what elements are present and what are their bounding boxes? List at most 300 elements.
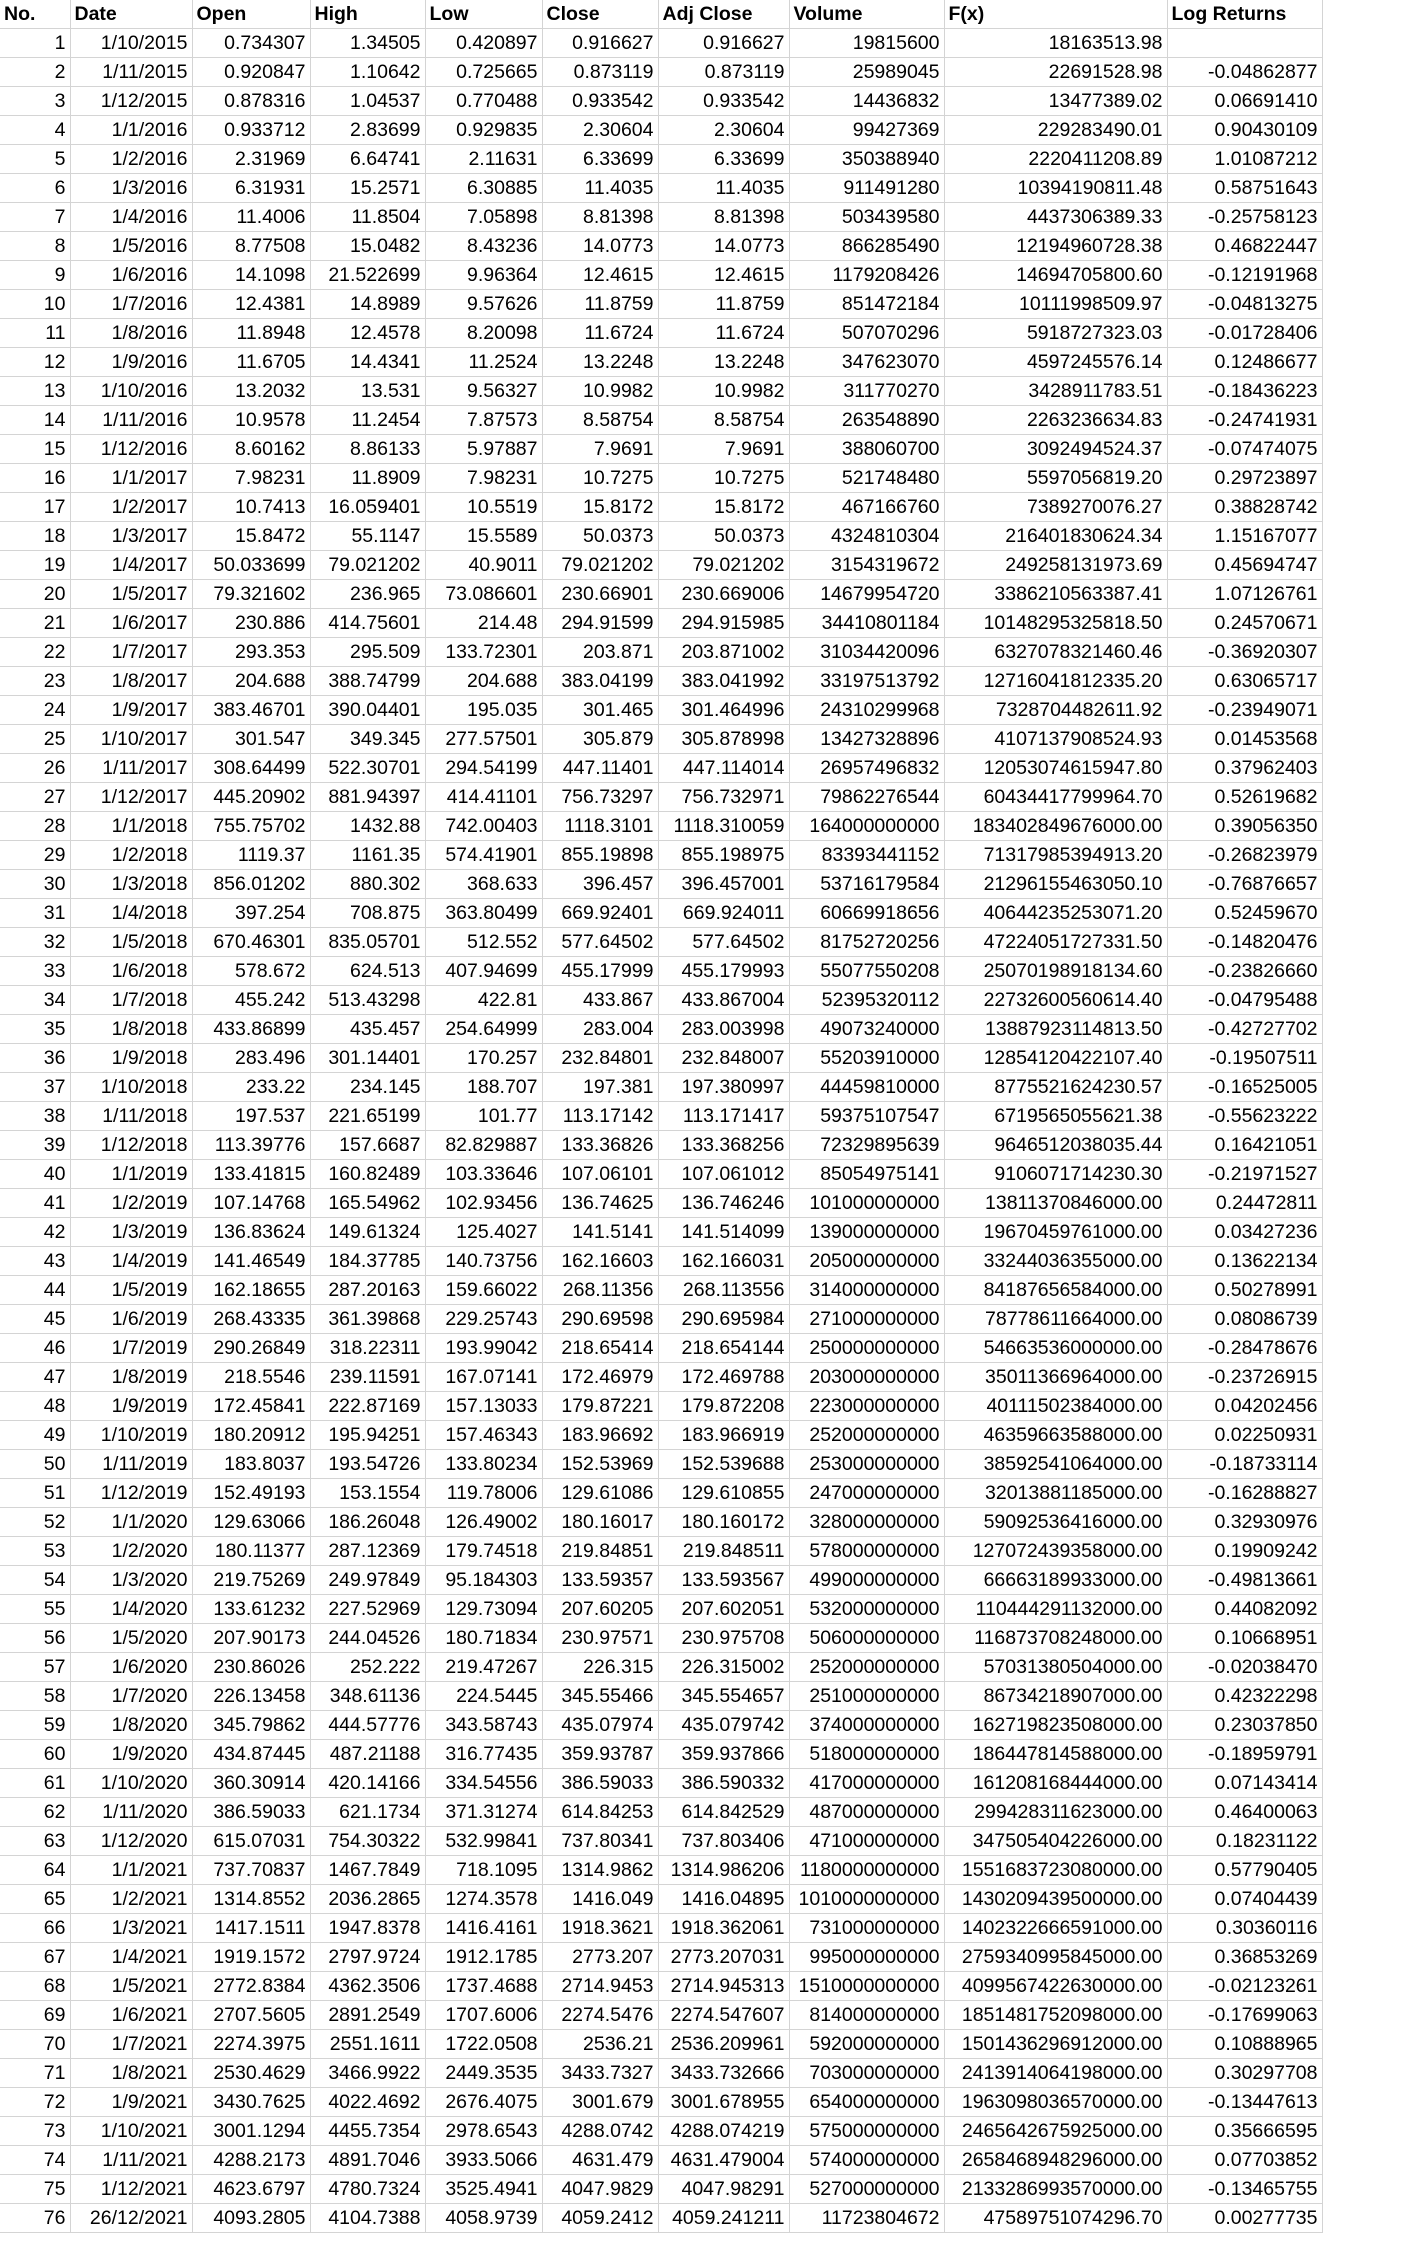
header-low[interactable]: Low (425, 0, 542, 29)
cell-log-returns[interactable]: 0.30297708 (1167, 2059, 1322, 2088)
cell-high[interactable]: 11.8504 (310, 203, 425, 232)
cell-open[interactable]: 4093.2805 (192, 2204, 310, 2233)
cell-adj-close[interactable]: 305.878998 (658, 725, 789, 754)
cell-fx[interactable]: 110444291132000.00 (944, 1595, 1167, 1624)
cell-open[interactable]: 183.8037 (192, 1450, 310, 1479)
cell-close[interactable]: 0.873119 (542, 58, 658, 87)
cell-fx[interactable]: 2413914064198000.00 (944, 2059, 1167, 2088)
cell-volume[interactable]: 19815600 (789, 29, 944, 58)
cell-no[interactable]: 50 (0, 1450, 70, 1479)
cell-fx[interactable]: 6719565055621.38 (944, 1102, 1167, 1131)
cell-close[interactable]: 1118.3101 (542, 812, 658, 841)
cell-high[interactable]: 318.22311 (310, 1334, 425, 1363)
cell-fx[interactable]: 5597056819.20 (944, 464, 1167, 493)
cell-high[interactable]: 2891.2549 (310, 2001, 425, 2030)
cell-fx[interactable]: 33244036355000.00 (944, 1247, 1167, 1276)
cell-close[interactable]: 180.16017 (542, 1508, 658, 1537)
cell-open[interactable]: 172.45841 (192, 1392, 310, 1421)
cell-log-returns[interactable]: -0.13447613 (1167, 2088, 1322, 2117)
cell-adj-close[interactable]: 290.695984 (658, 1305, 789, 1334)
cell-no[interactable]: 67 (0, 1943, 70, 1972)
cell-volume[interactable]: 388060700 (789, 435, 944, 464)
cell-log-returns[interactable]: -0.16288827 (1167, 1479, 1322, 1508)
cell-fx[interactable]: 59092536416000.00 (944, 1508, 1167, 1537)
cell-log-returns[interactable]: 0.45694747 (1167, 551, 1322, 580)
cell-low[interactable]: 343.58743 (425, 1711, 542, 1740)
cell-log-returns[interactable]: 0.06691410 (1167, 87, 1322, 116)
cell-high[interactable]: 881.94397 (310, 783, 425, 812)
cell-volume[interactable]: 1510000000000 (789, 1972, 944, 2001)
cell-no[interactable]: 41 (0, 1189, 70, 1218)
cell-fx[interactable]: 1551683723080000.00 (944, 1856, 1167, 1885)
cell-open[interactable]: 0.734307 (192, 29, 310, 58)
cell-close[interactable]: 197.381 (542, 1073, 658, 1102)
cell-low[interactable]: 9.57626 (425, 290, 542, 319)
cell-high[interactable]: 880.302 (310, 870, 425, 899)
cell-fx[interactable]: 14694705800.60 (944, 261, 1167, 290)
cell-no[interactable]: 14 (0, 406, 70, 435)
cell-low[interactable]: 414.41101 (425, 783, 542, 812)
cell-volume[interactable]: 101000000000 (789, 1189, 944, 1218)
cell-date[interactable]: 1/5/2021 (70, 1972, 192, 2001)
cell-close[interactable]: 11.8759 (542, 290, 658, 319)
cell-close[interactable]: 15.8172 (542, 493, 658, 522)
cell-fx[interactable]: 12854120422107.40 (944, 1044, 1167, 1073)
cell-close[interactable]: 230.97571 (542, 1624, 658, 1653)
cell-log-returns[interactable]: 0.07404439 (1167, 1885, 1322, 1914)
cell-volume[interactable]: 3154319672 (789, 551, 944, 580)
cell-high[interactable]: 11.8909 (310, 464, 425, 493)
cell-high[interactable]: 2797.9724 (310, 1943, 425, 1972)
cell-fx[interactable]: 2133286993570000.00 (944, 2175, 1167, 2204)
cell-date[interactable]: 1/1/2020 (70, 1508, 192, 1537)
cell-close[interactable]: 3433.7327 (542, 2059, 658, 2088)
cell-open[interactable]: 4288.2173 (192, 2146, 310, 2175)
cell-high[interactable]: 160.82489 (310, 1160, 425, 1189)
cell-high[interactable]: 287.12369 (310, 1537, 425, 1566)
cell-low[interactable]: 368.633 (425, 870, 542, 899)
header-no[interactable]: No. (0, 0, 70, 29)
cell-adj-close[interactable]: 230.975708 (658, 1624, 789, 1653)
cell-adj-close[interactable]: 1416.04895 (658, 1885, 789, 1914)
cell-adj-close[interactable]: 10.7275 (658, 464, 789, 493)
cell-adj-close[interactable]: 2714.945313 (658, 1972, 789, 2001)
cell-no[interactable]: 25 (0, 725, 70, 754)
cell-volume[interactable]: 223000000000 (789, 1392, 944, 1421)
cell-volume[interactable]: 654000000000 (789, 2088, 944, 2117)
cell-close[interactable]: 183.96692 (542, 1421, 658, 1450)
cell-close[interactable]: 283.004 (542, 1015, 658, 1044)
cell-close[interactable]: 345.55466 (542, 1682, 658, 1711)
cell-log-returns[interactable]: 0.32930976 (1167, 1508, 1322, 1537)
cell-open[interactable]: 6.31931 (192, 174, 310, 203)
cell-adj-close[interactable]: 50.0373 (658, 522, 789, 551)
cell-open[interactable]: 293.353 (192, 638, 310, 667)
cell-high[interactable]: 21.522699 (310, 261, 425, 290)
cell-date[interactable]: 1/8/2019 (70, 1363, 192, 1392)
cell-low[interactable]: 204.688 (425, 667, 542, 696)
cell-high[interactable]: 1.10642 (310, 58, 425, 87)
cell-log-returns[interactable]: -0.26823979 (1167, 841, 1322, 870)
cell-log-returns[interactable]: 0.42322298 (1167, 1682, 1322, 1711)
cell-open[interactable]: 0.920847 (192, 58, 310, 87)
cell-open[interactable]: 670.46301 (192, 928, 310, 957)
cell-fx[interactable]: 71317985394913.20 (944, 841, 1167, 870)
cell-no[interactable]: 6 (0, 174, 70, 203)
cell-high[interactable]: 1467.7849 (310, 1856, 425, 1885)
cell-date[interactable]: 1/8/2016 (70, 319, 192, 348)
cell-open[interactable]: 2274.3975 (192, 2030, 310, 2059)
cell-date[interactable]: 1/9/2017 (70, 696, 192, 725)
cell-close[interactable]: 113.17142 (542, 1102, 658, 1131)
cell-close[interactable]: 10.9982 (542, 377, 658, 406)
cell-close[interactable]: 232.84801 (542, 1044, 658, 1073)
cell-date[interactable]: 1/5/2018 (70, 928, 192, 957)
cell-open[interactable]: 11.6705 (192, 348, 310, 377)
cell-log-returns[interactable]: 0.07703852 (1167, 2146, 1322, 2175)
cell-fx[interactable]: 47589751074296.70 (944, 2204, 1167, 2233)
cell-close[interactable]: 2773.207 (542, 1943, 658, 1972)
cell-fx[interactable]: 2263236634.83 (944, 406, 1167, 435)
cell-log-returns[interactable]: 0.36853269 (1167, 1943, 1322, 1972)
cell-adj-close[interactable]: 3433.732666 (658, 2059, 789, 2088)
header-log-returns[interactable]: Log Returns (1167, 0, 1322, 29)
cell-adj-close[interactable]: 7.9691 (658, 435, 789, 464)
cell-date[interactable]: 1/3/2017 (70, 522, 192, 551)
cell-high[interactable]: 4891.7046 (310, 2146, 425, 2175)
cell-fx[interactable]: 66663189933000.00 (944, 1566, 1167, 1595)
cell-fx[interactable]: 13811370846000.00 (944, 1189, 1167, 1218)
cell-fx[interactable]: 21296155463050.10 (944, 870, 1167, 899)
cell-low[interactable]: 167.07141 (425, 1363, 542, 1392)
cell-no[interactable]: 15 (0, 435, 70, 464)
cell-no[interactable]: 18 (0, 522, 70, 551)
cell-close[interactable]: 1918.3621 (542, 1914, 658, 1943)
cell-adj-close[interactable]: 435.079742 (658, 1711, 789, 1740)
cell-fx[interactable]: 12716041812335.20 (944, 667, 1167, 696)
cell-high[interactable]: 2036.2865 (310, 1885, 425, 1914)
cell-fx[interactable]: 35011366964000.00 (944, 1363, 1167, 1392)
cell-close[interactable]: 669.92401 (542, 899, 658, 928)
cell-fx[interactable]: 299428311623000.00 (944, 1798, 1167, 1827)
cell-log-returns[interactable]: 0.19909242 (1167, 1537, 1322, 1566)
cell-adj-close[interactable]: 737.803406 (658, 1827, 789, 1856)
cell-log-returns[interactable]: -0.23826660 (1167, 957, 1322, 986)
cell-open[interactable]: 615.07031 (192, 1827, 310, 1856)
cell-fx[interactable]: 2220411208.89 (944, 145, 1167, 174)
cell-log-returns[interactable]: 0.07143414 (1167, 1769, 1322, 1798)
cell-open[interactable]: 11.8948 (192, 319, 310, 348)
cell-volume[interactable]: 814000000000 (789, 2001, 944, 2030)
cell-low[interactable]: 294.54199 (425, 754, 542, 783)
cell-date[interactable]: 1/2/2020 (70, 1537, 192, 1566)
cell-volume[interactable]: 14436832 (789, 87, 944, 116)
cell-low[interactable]: 1737.4688 (425, 1972, 542, 2001)
cell-open[interactable]: 1119.37 (192, 841, 310, 870)
cell-low[interactable]: 742.00403 (425, 812, 542, 841)
cell-date[interactable]: 1/3/2019 (70, 1218, 192, 1247)
cell-high[interactable]: 348.61136 (310, 1682, 425, 1711)
cell-high[interactable]: 287.20163 (310, 1276, 425, 1305)
cell-volume[interactable]: 251000000000 (789, 1682, 944, 1711)
cell-no[interactable]: 75 (0, 2175, 70, 2204)
cell-low[interactable]: 140.73756 (425, 1247, 542, 1276)
cell-high[interactable]: 8.86133 (310, 435, 425, 464)
cell-fx[interactable]: 4099567422630000.00 (944, 1972, 1167, 2001)
cell-fx[interactable]: 1501436296912000.00 (944, 2030, 1167, 2059)
cell-open[interactable]: 3430.7625 (192, 2088, 310, 2117)
cell-close[interactable]: 855.19898 (542, 841, 658, 870)
cell-volume[interactable]: 11723804672 (789, 2204, 944, 2233)
cell-date[interactable]: 1/6/2017 (70, 609, 192, 638)
cell-open[interactable]: 455.242 (192, 986, 310, 1015)
cell-close[interactable]: 133.36826 (542, 1131, 658, 1160)
cell-log-returns[interactable]: 0.00277735 (1167, 2204, 1322, 2233)
cell-open[interactable]: 290.26849 (192, 1334, 310, 1363)
cell-adj-close[interactable]: 345.554657 (658, 1682, 789, 1711)
cell-adj-close[interactable]: 3001.678955 (658, 2088, 789, 2117)
cell-fx[interactable]: 60434417799964.70 (944, 783, 1167, 812)
cell-low[interactable]: 214.48 (425, 609, 542, 638)
cell-no[interactable]: 55 (0, 1595, 70, 1624)
cell-volume[interactable]: 851472184 (789, 290, 944, 319)
cell-log-returns[interactable]: -0.18733114 (1167, 1450, 1322, 1479)
cell-open[interactable]: 0.878316 (192, 87, 310, 116)
cell-low[interactable]: 73.086601 (425, 580, 542, 609)
cell-adj-close[interactable]: 133.368256 (658, 1131, 789, 1160)
cell-low[interactable]: 10.5519 (425, 493, 542, 522)
cell-no[interactable]: 48 (0, 1392, 70, 1421)
cell-close[interactable]: 4288.0742 (542, 2117, 658, 2146)
cell-low[interactable]: 219.47267 (425, 1653, 542, 1682)
cell-open[interactable]: 434.87445 (192, 1740, 310, 1769)
cell-no[interactable]: 35 (0, 1015, 70, 1044)
cell-adj-close[interactable]: 11.4035 (658, 174, 789, 203)
cell-fx[interactable]: 38592541064000.00 (944, 1450, 1167, 1479)
cell-close[interactable]: 136.74625 (542, 1189, 658, 1218)
cell-no[interactable]: 30 (0, 870, 70, 899)
cell-adj-close[interactable]: 855.198975 (658, 841, 789, 870)
cell-fx[interactable]: 22732600560614.40 (944, 986, 1167, 1015)
cell-log-returns[interactable]: -0.16525005 (1167, 1073, 1322, 1102)
cell-low[interactable]: 180.71834 (425, 1624, 542, 1653)
cell-adj-close[interactable]: 207.602051 (658, 1595, 789, 1624)
cell-adj-close[interactable]: 301.464996 (658, 696, 789, 725)
cell-fx[interactable]: 3386210563387.41 (944, 580, 1167, 609)
cell-close[interactable]: 10.7275 (542, 464, 658, 493)
cell-volume[interactable]: 164000000000 (789, 812, 944, 841)
cell-adj-close[interactable]: 8.81398 (658, 203, 789, 232)
cell-close[interactable]: 294.91599 (542, 609, 658, 638)
cell-log-returns[interactable]: 0.02250931 (1167, 1421, 1322, 1450)
cell-adj-close[interactable]: 136.746246 (658, 1189, 789, 1218)
cell-low[interactable]: 1274.3578 (425, 1885, 542, 1914)
cell-low[interactable]: 363.80499 (425, 899, 542, 928)
cell-adj-close[interactable]: 180.160172 (658, 1508, 789, 1537)
cell-fx[interactable]: 347505404226000.00 (944, 1827, 1167, 1856)
cell-adj-close[interactable]: 386.590332 (658, 1769, 789, 1798)
cell-adj-close[interactable]: 455.179993 (658, 957, 789, 986)
cell-no[interactable]: 45 (0, 1305, 70, 1334)
cell-date[interactable]: 1/12/2020 (70, 1827, 192, 1856)
cell-no[interactable]: 24 (0, 696, 70, 725)
cell-volume[interactable]: 731000000000 (789, 1914, 944, 1943)
cell-close[interactable]: 141.5141 (542, 1218, 658, 1247)
cell-high[interactable]: 222.87169 (310, 1392, 425, 1421)
cell-high[interactable]: 4362.3506 (310, 1972, 425, 2001)
cell-no[interactable]: 72 (0, 2088, 70, 2117)
cell-log-returns[interactable]: -0.12191968 (1167, 261, 1322, 290)
cell-volume[interactable]: 507070296 (789, 319, 944, 348)
cell-close[interactable]: 3001.679 (542, 2088, 658, 2117)
cell-date[interactable]: 1/9/2020 (70, 1740, 192, 1769)
cell-no[interactable]: 19 (0, 551, 70, 580)
cell-high[interactable]: 3466.9922 (310, 2059, 425, 2088)
cell-volume[interactable]: 592000000000 (789, 2030, 944, 2059)
cell-adj-close[interactable]: 162.166031 (658, 1247, 789, 1276)
cell-fx[interactable]: 18163513.98 (944, 29, 1167, 58)
cell-volume[interactable]: 25989045 (789, 58, 944, 87)
cell-close[interactable]: 447.11401 (542, 754, 658, 783)
cell-log-returns[interactable]: -0.04813275 (1167, 290, 1322, 319)
cell-volume[interactable]: 467166760 (789, 493, 944, 522)
cell-close[interactable]: 268.11356 (542, 1276, 658, 1305)
cell-date[interactable]: 1/5/2017 (70, 580, 192, 609)
cell-date[interactable]: 1/2/2018 (70, 841, 192, 870)
cell-log-returns[interactable]: -0.25758123 (1167, 203, 1322, 232)
cell-high[interactable]: 221.65199 (310, 1102, 425, 1131)
cell-high[interactable]: 414.75601 (310, 609, 425, 638)
cell-date[interactable]: 1/2/2016 (70, 145, 192, 174)
cell-volume[interactable]: 1010000000000 (789, 1885, 944, 1914)
cell-fx[interactable]: 47224051727331.50 (944, 928, 1167, 957)
cell-date[interactable]: 1/4/2020 (70, 1595, 192, 1624)
cell-open[interactable]: 433.86899 (192, 1015, 310, 1044)
cell-log-returns[interactable]: 0.46822447 (1167, 232, 1322, 261)
cell-log-returns[interactable]: 0.39056350 (1167, 812, 1322, 841)
cell-open[interactable]: 162.18655 (192, 1276, 310, 1305)
cell-high[interactable]: 234.145 (310, 1073, 425, 1102)
cell-date[interactable]: 26/12/2021 (70, 2204, 192, 2233)
cell-adj-close[interactable]: 197.380997 (658, 1073, 789, 1102)
cell-low[interactable]: 532.99841 (425, 1827, 542, 1856)
cell-adj-close[interactable]: 1118.310059 (658, 812, 789, 841)
cell-fx[interactable]: 40644235253071.20 (944, 899, 1167, 928)
cell-date[interactable]: 1/4/2019 (70, 1247, 192, 1276)
header-fx[interactable]: F(x) (944, 0, 1167, 29)
cell-no[interactable]: 7 (0, 203, 70, 232)
cell-low[interactable]: 0.929835 (425, 116, 542, 145)
cell-low[interactable]: 3933.5066 (425, 2146, 542, 2175)
cell-date[interactable]: 1/10/2018 (70, 1073, 192, 1102)
cell-low[interactable]: 11.2524 (425, 348, 542, 377)
cell-low[interactable]: 4058.9739 (425, 2204, 542, 2233)
cell-open[interactable]: 207.90173 (192, 1624, 310, 1653)
cell-log-returns[interactable]: 0.01453568 (1167, 725, 1322, 754)
cell-high[interactable]: 186.26048 (310, 1508, 425, 1537)
cell-fx[interactable]: 25070198918134.60 (944, 957, 1167, 986)
cell-adj-close[interactable]: 230.669006 (658, 580, 789, 609)
cell-no[interactable]: 2 (0, 58, 70, 87)
cell-open[interactable]: 180.20912 (192, 1421, 310, 1450)
cell-low[interactable]: 157.13033 (425, 1392, 542, 1421)
cell-date[interactable]: 1/5/2016 (70, 232, 192, 261)
cell-adj-close[interactable]: 2.30604 (658, 116, 789, 145)
cell-date[interactable]: 1/2/2019 (70, 1189, 192, 1218)
cell-volume[interactable]: 49073240000 (789, 1015, 944, 1044)
cell-log-returns[interactable]: -0.21971527 (1167, 1160, 1322, 1189)
cell-low[interactable]: 129.73094 (425, 1595, 542, 1624)
cell-adj-close[interactable]: 396.457001 (658, 870, 789, 899)
cell-date[interactable]: 1/6/2016 (70, 261, 192, 290)
cell-no[interactable]: 23 (0, 667, 70, 696)
cell-volume[interactable]: 44459810000 (789, 1073, 944, 1102)
cell-high[interactable]: 12.4578 (310, 319, 425, 348)
cell-volume[interactable]: 253000000000 (789, 1450, 944, 1479)
cell-fx[interactable]: 1402322666591000.00 (944, 1914, 1167, 1943)
cell-log-returns[interactable]: 0.57790405 (1167, 1856, 1322, 1885)
cell-log-returns[interactable]: -0.01728406 (1167, 319, 1322, 348)
cell-open[interactable]: 2530.4629 (192, 2059, 310, 2088)
cell-date[interactable]: 1/9/2016 (70, 348, 192, 377)
cell-log-returns[interactable]: 0.18231122 (1167, 1827, 1322, 1856)
cell-volume[interactable]: 83393441152 (789, 841, 944, 870)
cell-no[interactable]: 74 (0, 2146, 70, 2175)
cell-low[interactable]: 2676.4075 (425, 2088, 542, 2117)
cell-volume[interactable]: 53716179584 (789, 870, 944, 899)
cell-log-returns[interactable]: 0.12486677 (1167, 348, 1322, 377)
cell-high[interactable]: 195.94251 (310, 1421, 425, 1450)
cell-adj-close[interactable]: 79.021202 (658, 551, 789, 580)
cell-date[interactable]: 1/11/2016 (70, 406, 192, 435)
cell-volume[interactable]: 79862276544 (789, 783, 944, 812)
cell-log-returns[interactable] (1167, 29, 1322, 58)
cell-close[interactable]: 4059.2412 (542, 2204, 658, 2233)
cell-volume[interactable]: 311770270 (789, 377, 944, 406)
cell-adj-close[interactable]: 283.003998 (658, 1015, 789, 1044)
cell-volume[interactable]: 33197513792 (789, 667, 944, 696)
cell-date[interactable]: 1/12/2015 (70, 87, 192, 116)
cell-fx[interactable]: 19670459761000.00 (944, 1218, 1167, 1247)
cell-log-returns[interactable]: 0.13622134 (1167, 1247, 1322, 1276)
cell-no[interactable]: 27 (0, 783, 70, 812)
cell-volume[interactable]: 866285490 (789, 232, 944, 261)
cell-low[interactable]: 1722.0508 (425, 2030, 542, 2059)
cell-log-returns[interactable]: -0.07474075 (1167, 435, 1322, 464)
cell-volume[interactable]: 527000000000 (789, 2175, 944, 2204)
cell-no[interactable]: 32 (0, 928, 70, 957)
cell-close[interactable]: 383.04199 (542, 667, 658, 696)
cell-volume[interactable]: 13427328896 (789, 725, 944, 754)
cell-date[interactable]: 1/4/2021 (70, 1943, 192, 1972)
cell-high[interactable]: 1.34505 (310, 29, 425, 58)
cell-close[interactable]: 133.59357 (542, 1566, 658, 1595)
cell-volume[interactable]: 24310299968 (789, 696, 944, 725)
cell-date[interactable]: 1/3/2020 (70, 1566, 192, 1595)
cell-volume[interactable]: 271000000000 (789, 1305, 944, 1334)
cell-open[interactable]: 4623.6797 (192, 2175, 310, 2204)
cell-volume[interactable]: 374000000000 (789, 1711, 944, 1740)
cell-volume[interactable]: 499000000000 (789, 1566, 944, 1595)
cell-low[interactable]: 422.81 (425, 986, 542, 1015)
cell-log-returns[interactable]: 0.50278991 (1167, 1276, 1322, 1305)
cell-adj-close[interactable]: 268.113556 (658, 1276, 789, 1305)
cell-open[interactable]: 226.13458 (192, 1682, 310, 1711)
cell-low[interactable]: 2.11631 (425, 145, 542, 174)
cell-no[interactable]: 29 (0, 841, 70, 870)
cell-close[interactable]: 455.17999 (542, 957, 658, 986)
cell-close[interactable]: 2714.9453 (542, 1972, 658, 2001)
